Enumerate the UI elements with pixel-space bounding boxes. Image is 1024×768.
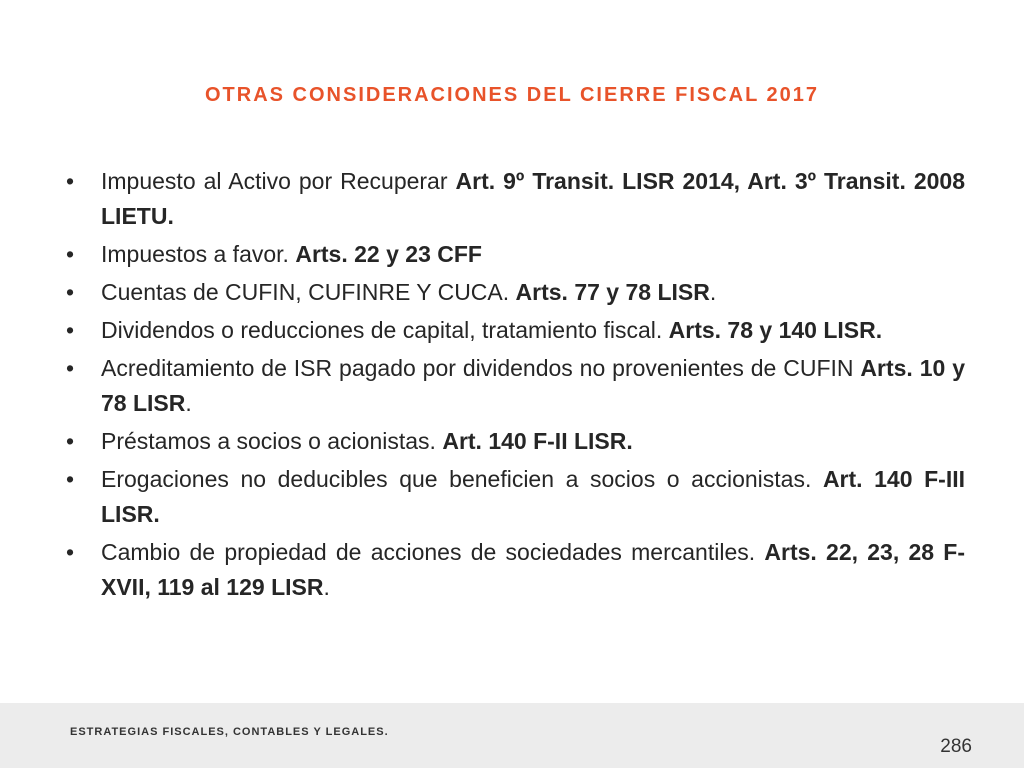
bullet-reference: Art. 9º Transit. LISR 2014, Art. 3º Transit. 2008 LIETU. — [101, 168, 965, 229]
bullet-reference: Arts. 78 y 140 LISR. — [668, 317, 883, 343]
bullet-item — [60, 424, 965, 459]
bullet-icon: • — [65, 428, 75, 454]
bullet-icon: • — [65, 466, 75, 492]
bullet-item — [60, 164, 965, 234]
bullet-item — [60, 275, 965, 310]
bullet-item — [60, 351, 965, 421]
bullet-reference: Arts. 10 y 78 LISR — [101, 355, 965, 416]
bullet-icon: • — [65, 539, 75, 565]
bullet-text: Préstamos a socios o acionistas. — [101, 428, 443, 454]
bullet-text: Impuesto al Activo por Recuperar — [101, 168, 456, 194]
bullet-item — [60, 535, 965, 605]
page-number: 286 — [940, 736, 972, 757]
bullet-icon: • — [65, 241, 75, 267]
bullet-item — [60, 237, 965, 272]
slide-title: OTRAS CONSIDERACIONES DEL CIERRE FISCAL 2017 — [204, 84, 820, 106]
bullet-text: Erogaciones no deducibles que beneficien a socios o accionistas. — [101, 466, 823, 492]
bullet-tail: . — [185, 390, 192, 416]
bullet-text: Impuestos a favor. — [101, 241, 296, 267]
bullet-list — [60, 164, 965, 608]
bullet-icon: • — [65, 355, 75, 381]
bullet-reference: Art. 140 F-III LISR. — [101, 466, 965, 527]
bullet-reference: Arts. 22, 23, 28 F-XVII, 119 al 129 LISR — [101, 539, 966, 600]
bullet-text: Acreditamiento de ISR pagado por dividendos no provenientes de CUFIN — [101, 355, 861, 381]
bullet-icon: • — [65, 168, 75, 194]
bullet-text: Dividendos o reducciones de capital, tratamiento fiscal. — [101, 317, 669, 343]
bullet-text: Cuentas de CUFIN, CUFINRE Y CUCA. — [101, 279, 516, 305]
bullet-reference: Arts. 22 y 23 CFF — [295, 241, 482, 267]
footer-bar — [0, 703, 1024, 768]
bullet-reference: Art. 140 F-II LISR. — [442, 428, 633, 454]
bullet-icon: • — [65, 279, 75, 305]
bullet-tail: . — [709, 279, 717, 305]
bullet-item — [60, 462, 965, 532]
bullet-icon: • — [65, 317, 75, 343]
bullet-text: Cambio de propiedad de acciones de sociedades mercantiles. — [101, 539, 765, 565]
bullet-reference: Arts. 77 y 78 LISR — [515, 279, 710, 305]
footer-text: ESTRATEGIAS FISCALES, CONTABLES Y LEGALES. — [70, 726, 389, 738]
bullet-item — [60, 313, 965, 348]
bullet-tail: . — [323, 574, 330, 600]
